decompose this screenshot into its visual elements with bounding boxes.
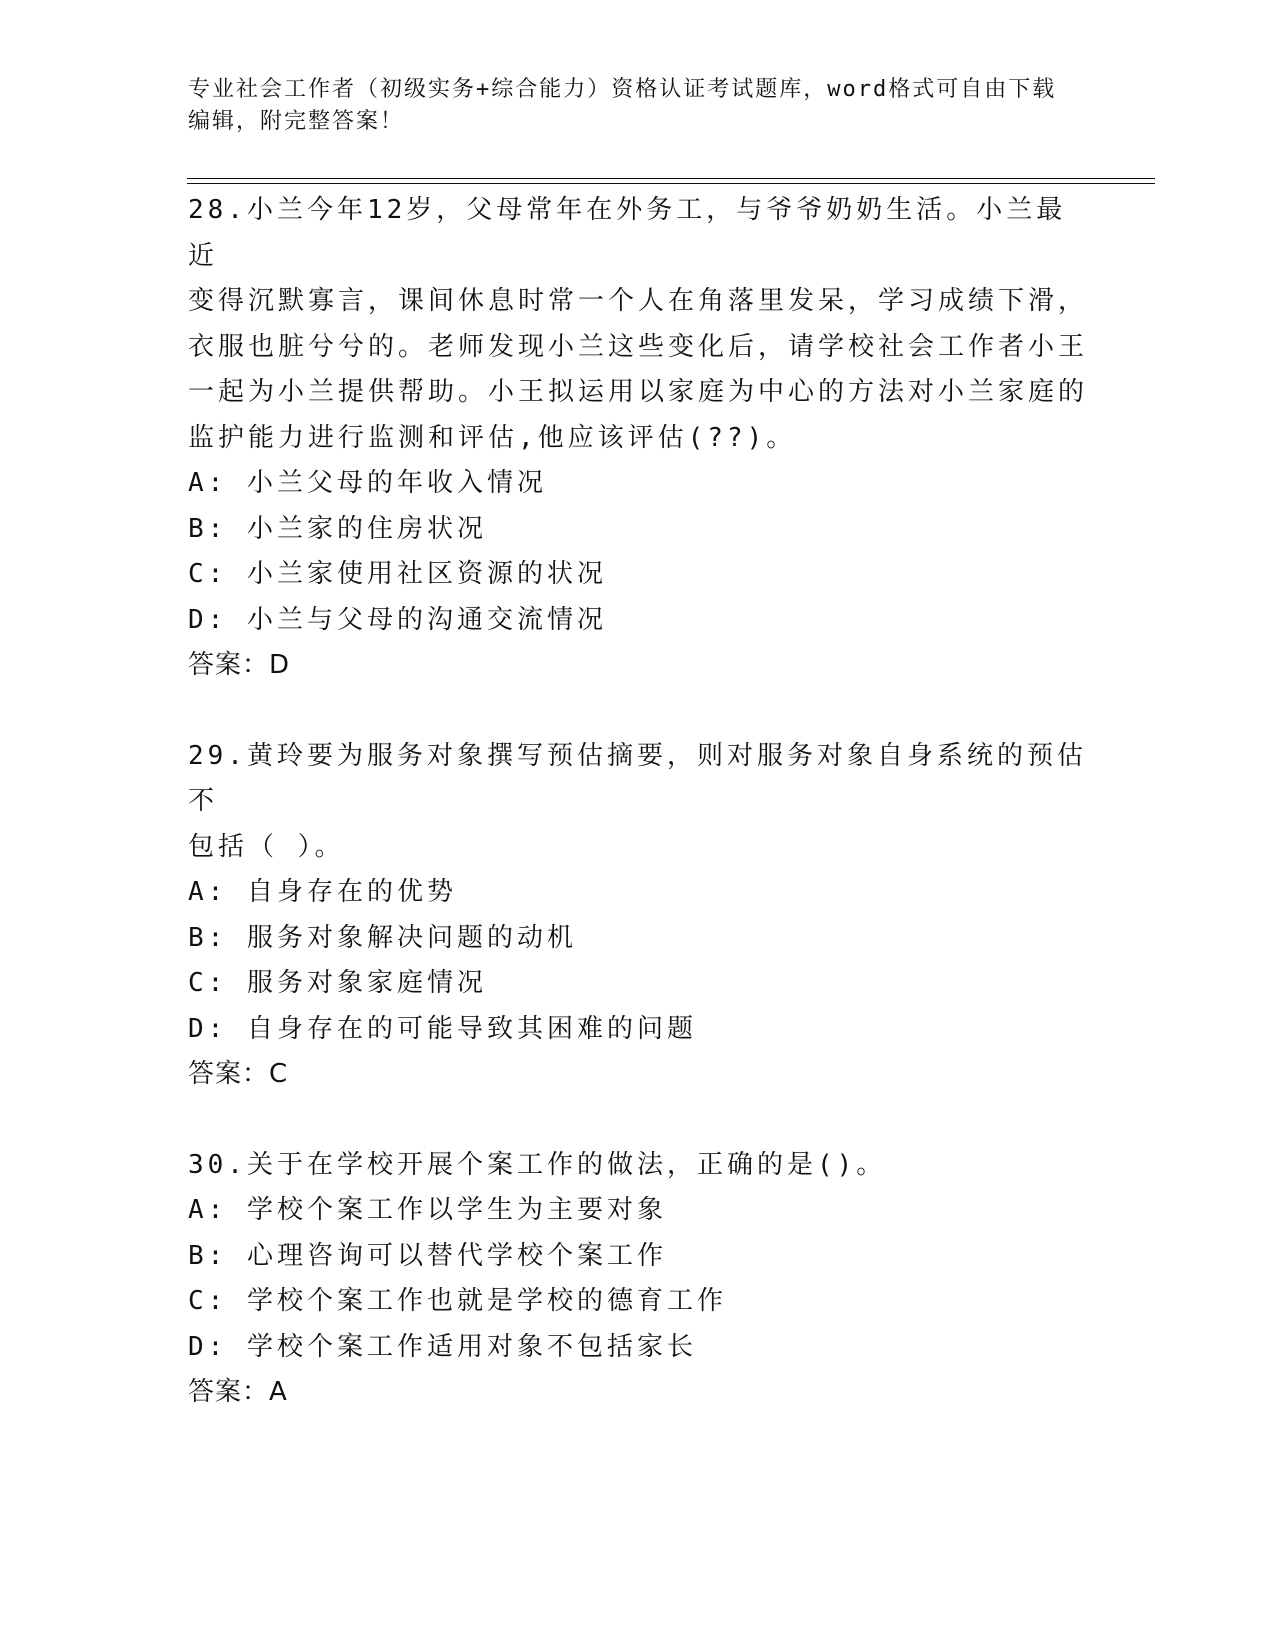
question-stem-line: 衣服也脏兮兮的。老师发现小兰这些变化后，请学校社会工作者小王 bbox=[188, 331, 1089, 362]
header-line-2: 编辑，附完整答案！ bbox=[188, 109, 405, 134]
option-b: B: 心理咨询可以替代学校个案工作 bbox=[188, 1240, 667, 1271]
option-c: C: 学校个案工作也就是学校的德育工作 bbox=[188, 1286, 727, 1316]
answer-label: 答案：C bbox=[188, 1059, 289, 1089]
option-b: B: 服务对象解决问题的动机 bbox=[188, 922, 577, 953]
question-stem-line: 30.关于在学校开展个案工作的做法，正确的是()。 bbox=[188, 1149, 887, 1180]
question-stem-line: 变得沉默寡言，课间休息时常一个人在角落里发呆，学习成绩下滑， bbox=[188, 286, 1089, 316]
question-stem-line: 监护能力进行监测和评估,他应该评估(??)。 bbox=[188, 422, 797, 453]
header-divider-bottom bbox=[187, 183, 1155, 184]
question-stem-line: 29.黄玲要为服务对象撰写预估摘要，则对服务对象自身系统的预估不 bbox=[188, 740, 1087, 816]
option-d: D: 小兰与父母的沟通交流情况 bbox=[188, 604, 607, 635]
header-line-1: 专业社会工作者（初级实务+综合能力）资格认证考试题库，word格式可自由下载 bbox=[188, 77, 1057, 102]
option-c: C: 服务对象家庭情况 bbox=[188, 968, 487, 998]
question-list bbox=[188, 188, 1088, 1416]
question-stem-line: 一起为小兰提供帮助。小王拟运用以家庭为中心的方法对小兰家庭的 bbox=[188, 377, 1089, 407]
option-a: A: 自身存在的优势 bbox=[188, 877, 457, 907]
option-a: A: 小兰父母的年收入情况 bbox=[188, 468, 547, 498]
question-stem-line: 包括（ ）。 bbox=[188, 831, 345, 862]
question-29 bbox=[188, 734, 1088, 1098]
answer-label: 答案：D bbox=[188, 650, 291, 680]
answer-label: 答案：A bbox=[188, 1377, 288, 1407]
option-c: C: 小兰家使用社区资源的状况 bbox=[188, 559, 607, 589]
option-d: D: 学校个案工作适用对象不包括家长 bbox=[188, 1331, 697, 1362]
option-d: D: 自身存在的可能导致其困难的问题 bbox=[188, 1013, 697, 1044]
header-divider-top bbox=[187, 178, 1155, 179]
question-30 bbox=[188, 1143, 1088, 1416]
option-b: B: 小兰家的住房状况 bbox=[188, 513, 487, 544]
option-a: A: 学校个案工作以学生为主要对象 bbox=[188, 1195, 667, 1225]
question-stem-line: 28.小兰今年12岁，父母常年在外务工，与爷爷奶奶生活。小兰最近 bbox=[188, 195, 1067, 271]
document-header bbox=[188, 74, 1088, 138]
question-28 bbox=[188, 188, 1088, 689]
